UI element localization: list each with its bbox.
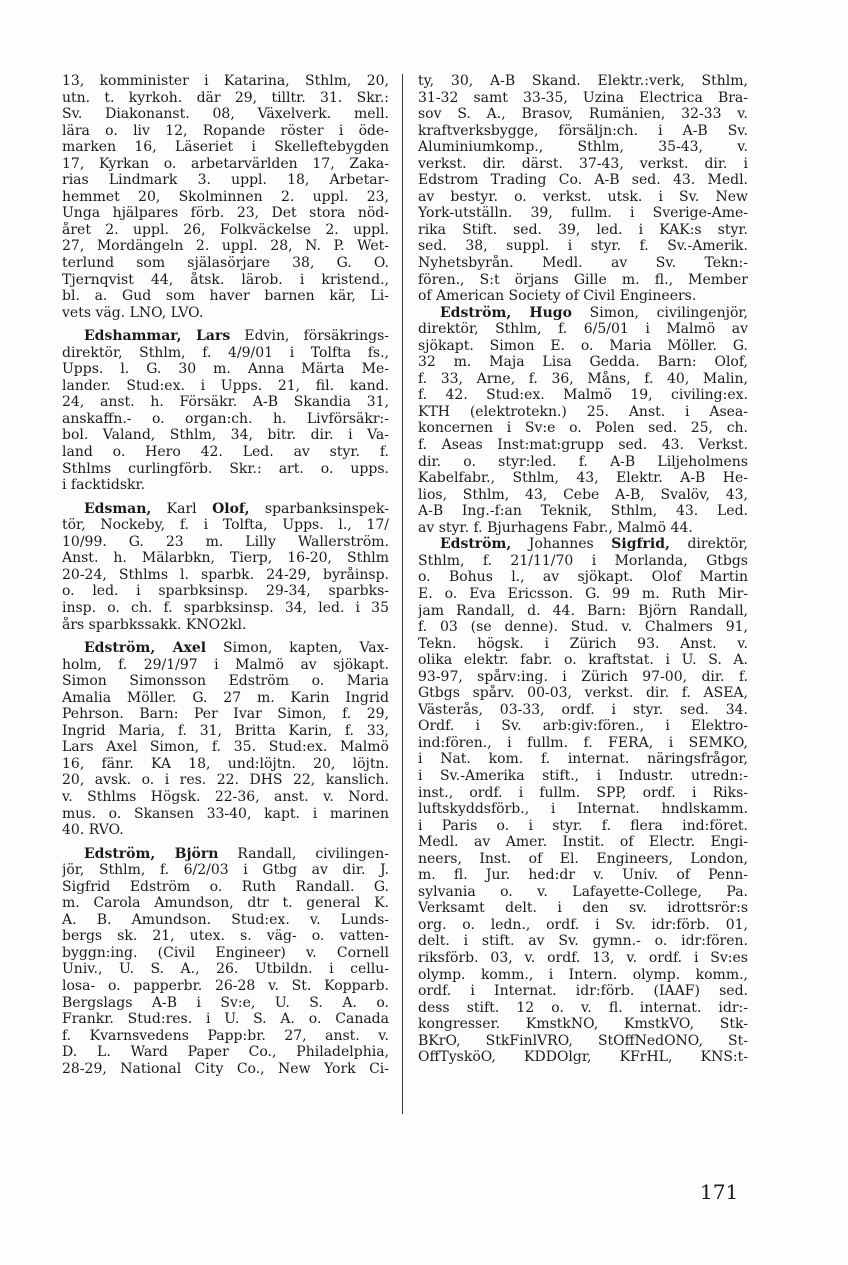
text-line: ind:fören., i fullm. f. FERA, i SEMKO, [418, 734, 748, 751]
text-line: losa- o. papperbr. 26-28 v. St. Kopparb. [62, 977, 389, 994]
text-line: 17, Kyrkan o. arbetarvärlden 17, Zaka- [62, 155, 389, 172]
text-line: rika Stift. sed. 39, led. i KAK:s styr. [418, 221, 748, 238]
text-line: neers, Inst. of El. Engineers, London, [418, 850, 748, 867]
entry-name: Olof, [212, 500, 250, 517]
entry-text: Simon, civilingenjör, [571, 304, 748, 321]
text-line: ordf. i Internat. idr:förb. (IAAF) sed. [418, 983, 748, 1000]
entry-heading-line [418, 536, 748, 553]
text-line: anskaffn.- o. organ:ch. h. Livförsäkr:- [62, 410, 389, 427]
column-divider [402, 74, 403, 1114]
entry-gap [62, 321, 389, 328]
text-line: i Nat. kom. f. internat. näringsfrågor, [418, 751, 748, 768]
text-line: 31-32 samt 33-35, Uzina Electrica Bra- [418, 89, 748, 106]
entry-text: Simon, kapten, Vax- [206, 640, 389, 657]
text-line: 20-24, Sthlms l. sparbk. 24-29, byråinsp. [62, 566, 389, 583]
entry-text: Johannes [511, 536, 612, 553]
entry-gap [62, 839, 389, 846]
text-line: Kabelfabr., Sthlm, 43, Elektr. A-B He- [418, 470, 748, 487]
text-line: olika elektr. fabr. o. kraftstat. i U. S. A. [418, 652, 748, 669]
text-line: A-B Ing.-f:an Teknik, Sthlm, 43. Led. [418, 503, 748, 520]
text-line: i Paris o. i styr. f. flera ind:föret. [418, 817, 748, 834]
text-line: Nyhetsbyrån. Medl. av Sv. Tekn:- [418, 255, 748, 272]
text-line: lära o. liv 12, Ropande röster i öde- [62, 122, 389, 139]
text-line: v. Sthlms Högsk. 22-36, anst. v. Nord. [62, 788, 389, 805]
text-line: dir. o. styr:led. f. A-B Liljeholmens [418, 453, 748, 470]
entry-gap [62, 633, 389, 640]
text-line: verkst. dir. därst. 37-43, verkst. dir. i [418, 155, 748, 172]
entry-name: Edsman, [84, 500, 152, 517]
entry-name: Edström, Björn [84, 845, 219, 862]
text-line: utn. t. kyrkoh. där 29, tilltr. 31. Skr.: [62, 89, 389, 106]
left-column [62, 73, 389, 1077]
text-line: land o. Hero 42. Led. av styr. f. [62, 444, 389, 461]
text-line: Aluminiumkomp., Sthlm, 35-43, v. [418, 139, 748, 156]
text-line: 16, fänr. KA 18, und:löjtn. 20, löjtn. [62, 755, 389, 772]
text-line: Sthlms curlingförb. Skr.: art. o. upps. [62, 460, 389, 477]
text-line: Tjernqvist 44, åtsk. lärob. i kristend., [62, 271, 389, 288]
text-line: luftskyddsförb., i Internat. hndlskamm. [418, 801, 748, 818]
text-line: hemmet 20, Skolminnen 2. uppl. 23, [62, 188, 389, 205]
text-line: Gtbgs spårv. 00-03, verkst. dir. f. ASEA, [418, 685, 748, 702]
text-line: jam Randall, d. 44. Barn: Björn Randall, [418, 602, 748, 619]
entry-heading-line [62, 328, 389, 345]
text-line: D. L. Ward Paper Co., Philadelphia, [62, 1044, 389, 1061]
text-line: ty, 30, A-B Skand. Elektr.:verk, Sthlm, [418, 73, 748, 89]
text-line: i Sv.-Amerika stift., i Industr. utredn:- [418, 767, 748, 784]
text-line: Tekn. högsk. i Zürich 93. Anst. v. [418, 635, 748, 652]
text-line: vets väg. LNO, LVO. [62, 304, 204, 321]
text-line: Sv. Diakonanst. 08, Växelverk. mell. [62, 106, 389, 123]
text-line: Verksamt delt. i den sv. idrottsrör:s [418, 900, 748, 917]
text-line: f. 42. Stud:ex. Malmö 19, civiling:ex. [418, 387, 748, 404]
text-line: riksförb. 03, v. ordf. 13, v. ordf. i Sv:es [418, 949, 748, 966]
text-line: f. 33, Arne, f. 36, Måns, f. 40, Malin, [418, 370, 748, 387]
text-line: org. o. ledn., ordf. i Sv. idr:förb. 01, [418, 916, 748, 933]
text-line: Edstrom Trading Co. A-B sed. 43. Medl. [418, 172, 748, 189]
text-line: f. Kvarnsvedens Papp:br. 27, anst. v. [62, 1027, 389, 1044]
text-line: of American Society of Civil Engineers. [418, 288, 697, 305]
text-line: i facktidskr. [62, 477, 146, 494]
entry-name: Sigfrid, [611, 536, 670, 553]
text-line: lander. Stud:ex. i Upps. 21, fil. kand. [62, 377, 389, 394]
text-line: Unga hjälpares förb. 23, Det stora nöd- [62, 205, 389, 222]
text-line: sylvania o. v. Lafayette-College, Pa. [418, 883, 748, 900]
text-line: Sigfrid Edström o. Ruth Randall. G. [62, 878, 389, 895]
text-line: delt. i stift. av Sv. gymn.- o. idr:fören. [418, 933, 748, 950]
entry-gap [62, 494, 389, 501]
text-line: 40. RVO. [62, 822, 124, 839]
text-line: koncernen i Sv:e o. Polen sed. 25, ch. [418, 420, 748, 437]
text-line: OffTysköO, KDDOlgr, KFrHL, KNS:t- [418, 1049, 748, 1066]
text-line: f. 03 (se denne). Stud. v. Chalmers 91, [418, 619, 748, 636]
text-line: jör, Sthlm, f. 6/2/03 i Gtbg av dir. J. [62, 862, 389, 879]
text-line: Simon Simonsson Edström o. Maria [62, 673, 389, 690]
text-line: York-utställn. 39, fullm. i Sverige-Ame- [418, 205, 748, 222]
text-line: dess stift. 12 o. v. fl. internat. idr:- [418, 999, 748, 1016]
text-line: 28-29, National City Co., New York Ci- [62, 1060, 389, 1077]
entry-text: Karl [151, 500, 213, 517]
text-line: inst., ordf. i fullm. SPP, ordf. i Riks- [418, 784, 748, 801]
text-line: Ingrid Maria, f. 31, Britta Karin, f. 33, [62, 722, 389, 739]
text-line: sov S. A., Brasov, Rumänien, 32-33 v. [418, 106, 748, 123]
text-line: 93-97, spårv:ing. i Zürich 97-00, dir. f. [418, 668, 748, 685]
text-line: o. Bohus l., av sjökapt. Olof Martin [418, 569, 748, 586]
entry-name: Edström, Hugo [440, 304, 572, 321]
text-line: Upps. l. G. 30 m. Anna Märta Me- [62, 361, 389, 378]
entry-heading-line [62, 640, 389, 657]
entry-heading-line [62, 501, 389, 518]
text-line: 13, komminister i Katarina, Sthlm, 20, [62, 73, 389, 89]
text-line: BKrO, StkFinlVRO, StOffNedONO, St- [418, 1032, 748, 1049]
text-line: Medl. av Amer. Instit. of Electr. Engi- [418, 834, 748, 851]
text-line: direktör, Sthlm, f. 6/5/01 i Malmö av [418, 321, 748, 338]
text-line: terlund som själasörjare 38, G. O. [62, 255, 389, 272]
text-line: Bergslags A-B i Sv:e, U. S. A. o. [62, 994, 389, 1011]
text-line: E. o. Eva Ericsson. G. 99 m. Ruth Mir- [418, 585, 748, 602]
entry-name: Edström, Axel [84, 640, 207, 657]
text-line: olymp. komm., i Intern. olymp. komm., [418, 966, 748, 983]
page-number: 171 [700, 1180, 739, 1204]
entry-name: Edshammar, Lars [84, 328, 231, 345]
text-line: sjökapt. Simon E. o. Maria Möller. G. [418, 337, 748, 354]
text-line: Pehrson. Barn: Per Ivar Simon, f. 29, [62, 706, 389, 723]
text-line: f. Aseas Inst:mat:grupp sed. 43. Verkst. [418, 437, 748, 454]
entry-heading-line [418, 305, 748, 322]
entry-heading-line [62, 846, 389, 863]
text-line: mus. o. Skansen 33-40, kapt. i marinen [62, 805, 389, 822]
text-line: års sparbkssakk. KNO2kl. [62, 616, 247, 633]
entry-text: direktör, [669, 536, 748, 553]
text-line: m. fl. Jur. hed:dr v. Univ. of Penn- [418, 867, 748, 884]
text-line: rias Lindmark 3. uppl. 18, Arbetar- [62, 172, 389, 189]
entry-name: Edström, [440, 536, 512, 553]
text-line: Sthlm, f. 21/11/70 i Morlanda, Gtbgs [418, 552, 748, 569]
text-line: bol. Valand, Sthlm, 34, bitr. dir. i Va- [62, 427, 389, 444]
text-line: av styr. f. Bjurhagens Fabr., Malmö 44. [418, 519, 693, 536]
text-line: A. B. Amundson. Stud:ex. v. Lunds- [62, 911, 389, 928]
text-line: 24, anst. h. Försäkr. A-B Skandia 31, [62, 394, 389, 411]
text-line: Univ., U. S. A., 26. Utbildn. i cellu- [62, 961, 389, 978]
text-line: byggn:ing. (Civil Engineer) v. Cornell [62, 944, 389, 961]
text-line: 27, Mordängeln 2. uppl. 28, N. P. Wet- [62, 238, 389, 255]
text-line: bl. a. Gud som haver barnen kär, Li- [62, 288, 389, 305]
text-line: lios, Sthlm, 43, Cebe A-B, Svalöv, 43, [418, 486, 748, 503]
text-line: direktör, Sthlm, f. 4/9/01 i Tolfta fs., [62, 344, 389, 361]
text-line: fören., S:t örjans Gille m. fl., Member [418, 271, 748, 288]
entry-text: Edvin, försäkrings- [230, 328, 389, 345]
text-line: av bestyr. o. verkst. utsk. i Sv. New [418, 188, 748, 205]
text-line: holm, f. 29/1/97 i Malmö av sjökapt. [62, 656, 389, 673]
text-line: 10/99. G. 23 m. Lilly Wallerström. [62, 533, 389, 550]
text-line: Västerås, 03-33, ordf. i styr. sed. 34. [418, 701, 748, 718]
text-line: kongresser. KmstkNO, KmstkVO, Stk- [418, 1016, 748, 1033]
text-line: Ordf. i Sv. arb:giv:fören., i Elektro- [418, 718, 748, 735]
text-line: Frankr. Stud:res. i U. S. A. o. Canada [62, 1011, 389, 1028]
text-line: 32 m. Maja Lisa Gedda. Barn: Olof, [418, 354, 748, 371]
text-line: insp. o. ch. f. sparbksinsp. 34, led. i 35 [62, 599, 389, 616]
text-line: tör, Nockeby, f. i Tolfta, Upps. l., 17/ [62, 517, 389, 534]
text-line: året 2. uppl. 26, Folkväckelse 2. uppl. [62, 221, 389, 238]
text-line: Anst. h. Mälarbkn, Tierp, 16-20, Sthlm [62, 550, 389, 567]
text-line: bergs sk. 21, utex. s. väg- o. vatten- [62, 928, 389, 945]
text-line: Lars Axel Simon, f. 35. Stud:ex. Malmö [62, 739, 389, 756]
text-line: kraftverksbygge, försäljn:ch. i A-B Sv. [418, 122, 748, 139]
entry-text: sparbanksinspek- [249, 500, 389, 517]
entry-text: Randall, civilingen- [218, 845, 389, 862]
right-column [418, 73, 748, 1066]
text-line: 20, avsk. o. i res. 22. DHS 22, kanslich. [62, 772, 389, 789]
text-line: o. led. i sparbksinsp. 29-34, sparbks- [62, 583, 389, 600]
text-line: KTH (elektrotekn.) 25. Anst. i Asea- [418, 403, 748, 420]
text-line: marken 16, Läseriet i Skelleftebygden [62, 139, 389, 156]
text-line: Amalia Möller. G. 27 m. Karin Ingrid [62, 689, 389, 706]
text-line: m. Carola Amundson, dtr t. general K. [62, 895, 389, 912]
text-line: sed. 38, suppl. i styr. f. Sv.-Amerik. [418, 238, 748, 255]
